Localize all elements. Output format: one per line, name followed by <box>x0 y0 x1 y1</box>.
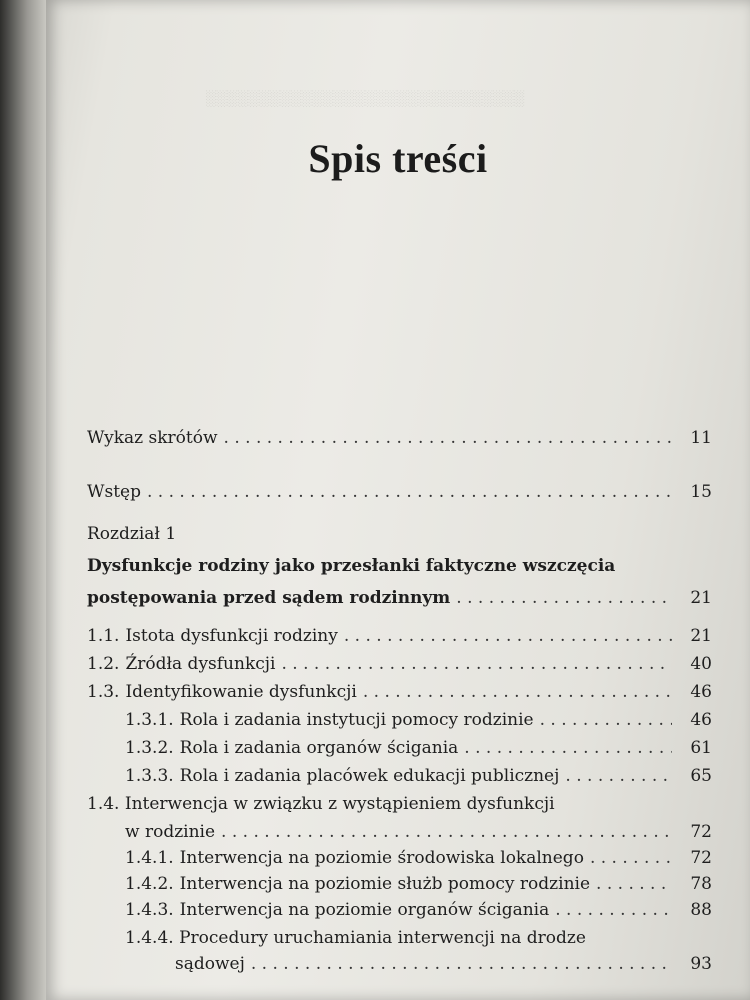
page-title: Spis treści <box>308 135 488 181</box>
section-number: 1.4.3. <box>125 900 174 920</box>
toc-page-number: 46 <box>690 682 712 702</box>
section-number: 1.4.1. <box>125 848 174 868</box>
toc-page-number: 46 <box>690 710 712 730</box>
toc-page-number: 15 <box>690 482 712 502</box>
leader-dots <box>565 766 672 786</box>
leader-dots <box>363 682 672 702</box>
chapter-title-line1: Dysfunkcje rodziny jako przesłanki faktyczne wszczęcia <box>87 556 616 576</box>
toc-entry-1-3-2 <box>125 738 712 758</box>
toc-entry-1-4-line2 <box>125 822 712 842</box>
toc-entry-1-4-3 <box>125 900 712 920</box>
toc-entry-text: sądowej <box>175 954 245 974</box>
toc-entry-text: Identyfikowanie dysfunkcji <box>125 682 357 702</box>
toc-page-number: 61 <box>690 738 712 758</box>
toc-entry-1-4-1 <box>125 848 712 868</box>
toc-entry-text: Rola i zadania placówek edukacji publicznej <box>179 766 560 786</box>
toc-entry-chapter1 <box>87 588 712 608</box>
toc-page-number: 65 <box>690 766 712 786</box>
toc-page-number: 21 <box>690 626 712 646</box>
leader-dots <box>224 428 672 448</box>
leader-dots <box>555 900 672 920</box>
section-number: 1.3. <box>87 682 120 702</box>
leader-dots <box>540 710 672 730</box>
section-number: 1.4.2. <box>125 874 174 894</box>
toc-entry-wstep <box>87 482 712 502</box>
leader-dots <box>221 822 672 842</box>
toc-entry-text: Źródła dysfunkcji <box>125 654 276 674</box>
toc-page-number: 72 <box>690 822 712 842</box>
toc-entry-1-4-2 <box>125 874 712 894</box>
toc-entry-1-3-1 <box>125 710 712 730</box>
toc-entry-1-4-4-line1 <box>125 928 586 948</box>
leader-dots <box>596 874 672 894</box>
leader-dots <box>251 954 672 974</box>
toc-entry-1-3 <box>87 682 712 702</box>
leader-dots <box>590 848 672 868</box>
section-number: 1.1. <box>87 626 120 646</box>
toc-entry-text: Procedury uruchamiania interwencji na drodze <box>179 928 586 948</box>
bleed-through-text: ░░░░░░░░░░░░░░░░░░░░░░░░░░░░░░ <box>206 90 525 107</box>
section-number: 1.4. <box>87 794 120 814</box>
book-spine-edge <box>0 0 46 1000</box>
toc-entry-text: Rola i zadania instytucji pomocy rodzinie <box>179 710 534 730</box>
toc-entry-1-4-4-line2 <box>175 954 712 974</box>
toc-page-number: 21 <box>690 588 712 608</box>
toc-entry-text: Rola i zadania organów ścigania <box>179 738 459 758</box>
toc-entry-1-1 <box>87 626 712 646</box>
leader-dots <box>464 738 672 758</box>
leader-dots <box>282 654 673 674</box>
toc-page-number: 72 <box>690 848 712 868</box>
leader-dots <box>344 626 672 646</box>
toc-entry-text: Interwencja na poziomie organów ścigania <box>179 900 550 920</box>
book-page <box>46 0 750 1000</box>
toc-page-number: 78 <box>690 874 712 894</box>
toc-entry-text: Interwencja na poziomie służb pomocy rodzinie <box>179 874 591 894</box>
toc-entry-text: Istota dysfunkcji rodziny <box>125 626 338 646</box>
toc-entry-text: Interwencja na poziomie środowiska lokalnego <box>179 848 584 868</box>
leader-dots <box>147 482 672 502</box>
toc-entry-1-3-3 <box>125 766 712 786</box>
toc-page-number: 11 <box>690 428 712 448</box>
section-number: 1.3.1. <box>125 710 174 730</box>
toc-page-number: 93 <box>690 954 712 974</box>
toc-entry-1-4-line1 <box>87 794 555 814</box>
section-number: 1.2. <box>87 654 120 674</box>
toc-page-number: 88 <box>690 900 712 920</box>
toc-entry-wykaz <box>87 428 712 448</box>
toc-entry-text: Wstęp <box>87 482 141 502</box>
toc-entry-text: w rodzinie <box>125 822 216 842</box>
toc-entry-1-2 <box>87 654 712 674</box>
chapter-label: Rozdział 1 <box>87 524 177 544</box>
toc-entry-text: Interwencja w związku z wystąpieniem dysfunkcji <box>124 794 555 814</box>
section-number: 1.3.3. <box>125 766 174 786</box>
toc-page-number: 40 <box>690 654 712 674</box>
section-number: 1.4.4. <box>125 928 174 948</box>
toc-entry-text: Wykaz skrótów <box>87 428 218 448</box>
section-number: 1.3.2. <box>125 738 174 758</box>
leader-dots <box>456 588 672 608</box>
chapter-title-line2: postępowania przed sądem rodzinnym <box>87 588 451 608</box>
